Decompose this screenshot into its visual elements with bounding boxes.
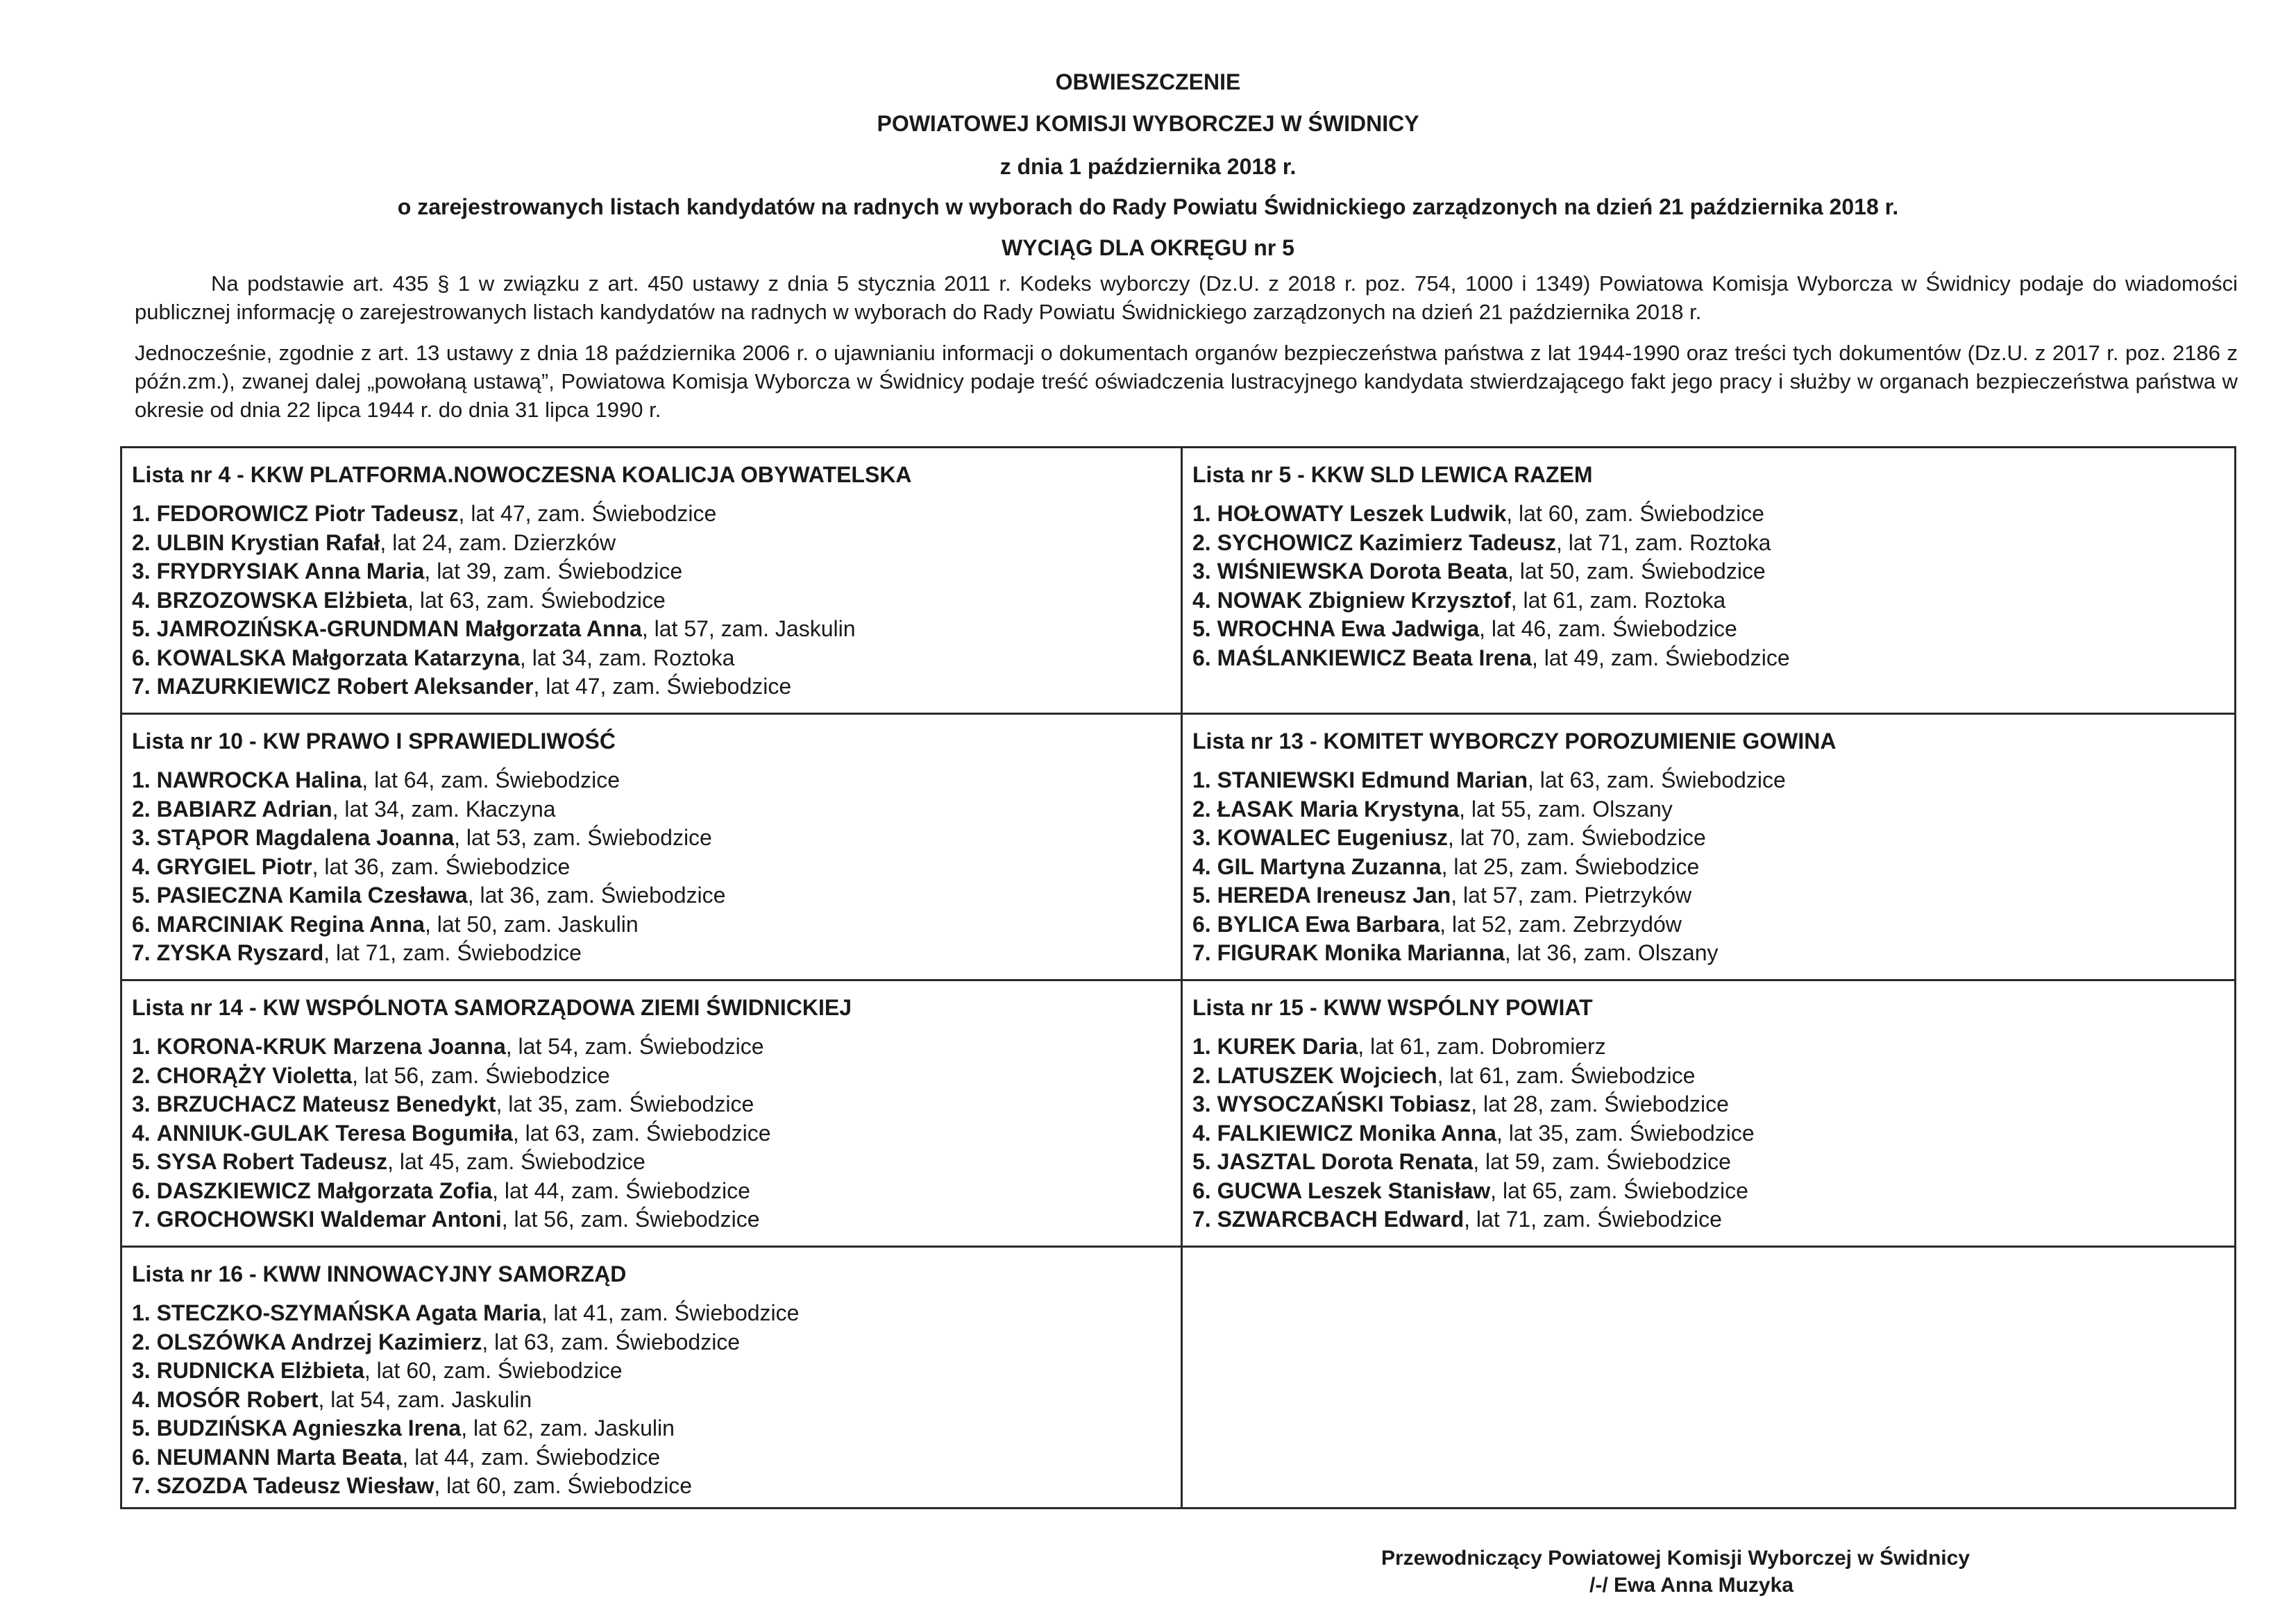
candidate-row	[132, 881, 1181, 910]
candidate-details: , lat 44, zam. Świebodzice	[492, 1178, 750, 1203]
candidate-number: 6.	[132, 645, 151, 670]
candidate-row	[132, 1119, 1181, 1148]
candidate-name: BYLICA Ewa Barbara	[1217, 911, 1440, 937]
list-cell-16	[122, 1248, 1181, 1507]
candidate-details: , lat 49, zam. Świebodzice	[1531, 645, 1790, 670]
candidate-details: , lat 60, zam. Świebodzice	[1506, 501, 1764, 526]
candidate-lists-table	[120, 446, 2236, 1509]
candidate-number: 5.	[1192, 616, 1211, 641]
candidate-row	[1192, 1119, 2234, 1148]
list-cell-10	[122, 715, 1181, 979]
candidate-name: JAMROZIŃSKA-GRUNDMAN Małgorzata Anna	[156, 616, 642, 641]
candidate-row	[1192, 910, 2234, 940]
candidate-details: , lat 24, zam. Dzierzków	[380, 529, 616, 555]
candidate-details: , lat 71, zam. Świebodzice	[323, 940, 582, 965]
candidate-name: KOWALSKA Małgorzata Katarzyna	[156, 645, 520, 670]
candidate-row	[132, 1090, 1181, 1119]
candidate-number: 3.	[1192, 1091, 1211, 1116]
candidate-number: 6.	[132, 1178, 151, 1203]
candidate-name: FIGURAK Monika Marianna	[1217, 940, 1505, 965]
candidate-details: , lat 65, zam. Świebodzice	[1490, 1178, 1748, 1203]
candidate-details: , lat 25, zam. Świebodzice	[1441, 853, 1700, 879]
issue-date: z dnia 1 października 2018 r.	[999, 154, 1297, 179]
candidate-row	[1192, 853, 2234, 882]
candidate-name: JASZTAL Dorota Renata	[1217, 1149, 1474, 1174]
candidate-details: , lat 50, zam. Świebodzice	[1507, 559, 1766, 584]
candidate-row	[132, 1386, 1181, 1415]
list-title: Lista nr 10 - KW PRAWO I SPRAWIEDLIWOŚĆ	[132, 729, 616, 754]
paragraph-text: Na podstawie art. 435 § 1 w związku z art. 450 ustawy z dnia 5 stycznia 2011 r. Kodeks wyborczy (Dz.U. z 2018 r. poz. 754, 1000 i 1349) Powiatowa Komisja Wyborcza w Świdnicy podaje do wiadomości publicznej informację o zarejestrowanych listach kandydatów na radnych w wyborach do Rady Powiatu Świdnickiego zarządzonych na dzień 21 października 2018 r.	[135, 271, 2238, 324]
candidate-details: , lat 61, zam. Dobromierz	[1358, 1034, 1606, 1059]
candidate-number: 6.	[132, 911, 151, 937]
candidate-name: ZYSKA Ryszard	[156, 940, 324, 965]
candidate-name: LATUSZEK Wojciech	[1217, 1062, 1437, 1088]
candidate-details: , lat 64, zam. Świebodzice	[362, 767, 621, 792]
candidate-name: FRYDRYSIAK Anna Maria	[156, 559, 425, 584]
candidate-row	[132, 939, 1181, 968]
list-cell-5	[1183, 448, 2234, 713]
candidate-details: , lat 71, zam. Świebodzice	[1464, 1207, 1722, 1232]
candidate-details: , lat 56, zam. Świebodzice	[501, 1207, 760, 1232]
signatory-title: Przewodniczący Powiatowej Komisji Wyborczej w Świdnicy	[1381, 1547, 1970, 1570]
candidate-row	[132, 615, 1181, 644]
candidate-name: NOWAK Zbigniew Krzysztof	[1217, 587, 1511, 613]
candidate-details: , lat 35, zam. Świebodzice	[1496, 1120, 1755, 1146]
candidate-number: 3.	[132, 1091, 151, 1116]
list-cell-15	[1183, 981, 2234, 1246]
candidate-details: , lat 53, zam. Świebodzice	[454, 825, 712, 850]
candidate-number: 5.	[132, 883, 151, 908]
candidate-name: BABIARZ Adrian	[156, 796, 332, 822]
candidate-number: 6.	[132, 1444, 151, 1470]
empty-cell	[1183, 1248, 2234, 1507]
candidate-details: , lat 60, zam. Świebodzice	[364, 1358, 623, 1383]
candidate-row	[1192, 1090, 2234, 1119]
candidate-row	[132, 1062, 1181, 1091]
candidate-name: BRZOZOWSKA Elżbieta	[156, 587, 408, 613]
candidate-row	[132, 1033, 1181, 1062]
candidate-name: KOWALEC Eugeniusz	[1217, 825, 1449, 850]
candidate-row	[132, 824, 1181, 853]
candidate-details: , lat 63, zam. Świebodzice	[512, 1120, 771, 1146]
candidate-number: 1.	[132, 767, 151, 792]
candidate-row	[1192, 1062, 2234, 1091]
candidate-details: , lat 55, zam. Olszany	[1459, 796, 1673, 822]
list-cell-13	[1183, 715, 2234, 979]
candidate-number: 5.	[132, 616, 151, 641]
candidate-row	[132, 1177, 1181, 1206]
candidate-details: , lat 36, zam. Olszany	[1504, 940, 1719, 965]
candidate-name: SYCHOWICZ Kazimierz Tadeusz	[1217, 529, 1556, 555]
candidate-name: SYSA Robert Tadeusz	[156, 1149, 388, 1174]
candidate-name: GIL Martyna Zuzanna	[1217, 853, 1442, 879]
candidate-row	[1192, 586, 2234, 615]
candidate-number: 4.	[132, 1386, 151, 1412]
candidate-number: 7.	[1192, 1207, 1211, 1232]
candidate-row	[132, 557, 1181, 586]
list-title: Lista nr 15 - KWW WSPÓLNY POWIAT	[1192, 995, 1593, 1020]
candidate-number: 1.	[132, 1300, 151, 1325]
candidate-row	[132, 1148, 1181, 1177]
candidate-details: , lat 44, zam. Świebodzice	[402, 1444, 661, 1470]
candidate-row	[1192, 824, 2234, 853]
candidate-number: 3.	[1192, 559, 1211, 584]
candidate-details: , lat 34, zam. Kłaczyna	[332, 796, 556, 822]
candidate-number: 4.	[1192, 1120, 1211, 1146]
candidate-number: 6.	[1192, 911, 1211, 937]
candidate-name: MARCINIAK Regina Anna	[156, 911, 425, 937]
candidate-number: 5.	[132, 1149, 151, 1174]
candidate-name: WYSOCZAŃSKI Tobiasz	[1217, 1091, 1471, 1116]
candidate-number: 2.	[132, 1329, 151, 1354]
candidate-details: , lat 57, zam. Jaskulin	[641, 616, 856, 641]
candidate-details: , lat 39, zam. Świebodzice	[424, 559, 683, 584]
candidate-number: 2.	[1192, 796, 1211, 822]
candidate-number: 2.	[132, 1062, 151, 1088]
document-subject: o zarejestrowanych listach kandydatów na radnych w wyborach do Rady Powiatu Świdnickiego zarządzonych na dzień 21 października 2018 r.	[397, 194, 1899, 219]
candidate-number: 4.	[1192, 853, 1211, 879]
candidate-row	[1192, 881, 2234, 910]
candidate-details: , lat 52, zam. Zebrzydów	[1440, 911, 1682, 937]
candidate-name: RUDNICKA Elżbieta	[156, 1358, 364, 1383]
candidate-row	[132, 500, 1181, 529]
district-extract-title: WYCIĄG DLA OKRĘGU nr 5	[1002, 235, 1294, 260]
list-title: Lista nr 16 - KWW INNOWACYJNY SAMORZĄD	[132, 1261, 627, 1286]
candidate-row	[132, 644, 1181, 673]
candidate-name: FEDOROWICZ Piotr Tadeusz	[156, 501, 459, 526]
candidate-number: 5.	[132, 1416, 151, 1441]
candidate-number: 7.	[132, 674, 151, 699]
candidate-number: 4.	[132, 587, 151, 613]
paragraph-text: Jednocześnie, zgodnie z art. 13 ustawy z dnia 18 października 2006 r. o ujawnianiu informacji o dokumentach organów bezpieczeństwa państwa z lat 1944-1990 oraz treści tych dokumentów (Dz.U. z 2017 r. poz. 2186 z późn.zm.), zwanej dalej „powołaną ustawą”, Powiatowa Komisja Wyborcza w Świdnicy podaje treść oświadczenia lustracyjnego kandydata stwierdzającego fakt jego pracy i służby w organach bezpieczeństwa państwa w okresie od dnia 22 lipca 1944 r. do dnia 31 lipca 1990 r.	[135, 341, 2238, 422]
candidate-name: STĄPOR Magdalena Joanna	[156, 825, 455, 850]
candidate-row	[132, 1472, 1181, 1501]
candidate-name: WIŚNIEWSKA Dorota Beata	[1217, 559, 1508, 584]
candidate-row	[1192, 644, 2234, 673]
candidate-number: 4.	[132, 853, 151, 879]
candidate-details: , lat 61, zam. Świebodzice	[1437, 1062, 1696, 1088]
candidate-details: , lat 60, zam. Świebodzice	[434, 1473, 693, 1498]
list-cell-14	[122, 981, 1181, 1246]
candidate-number: 3.	[132, 825, 151, 850]
candidate-row	[132, 529, 1181, 558]
candidate-details: , lat 63, zam. Świebodzice	[407, 587, 666, 613]
candidate-row	[132, 853, 1181, 882]
candidate-number: 4.	[132, 1120, 151, 1146]
candidate-row	[132, 766, 1181, 795]
candidate-details: , lat 47, zam. Świebodzice	[458, 501, 717, 526]
candidate-details: , lat 50, zam. Jaskulin	[424, 911, 639, 937]
candidate-number: 5.	[1192, 883, 1211, 908]
candidate-row	[132, 1414, 1181, 1443]
list-title: Lista nr 13 - KOMITET WYBORCZY POROZUMIENIE GOWINA	[1192, 729, 1837, 754]
candidate-row	[1192, 557, 2234, 586]
candidate-name: DASZKIEWICZ Małgorzata Zofia	[156, 1178, 493, 1203]
candidate-details: , lat 28, zam. Świebodzice	[1471, 1091, 1729, 1116]
candidate-number: 3.	[1192, 825, 1211, 850]
list-title: Lista nr 4 - KKW PLATFORMA.NOWOCZESNA KOALICJA OBYWATELSKA	[132, 462, 912, 487]
candidate-number: 2.	[132, 529, 151, 555]
candidate-name: STECZKO-SZYMAŃSKA Agata Maria	[156, 1300, 541, 1325]
candidate-number: 3.	[132, 559, 151, 584]
candidate-row	[132, 910, 1181, 940]
candidate-row	[1192, 1205, 2234, 1234]
candidate-row	[1192, 1033, 2234, 1062]
candidate-name: KUREK Daria	[1217, 1034, 1358, 1059]
candidate-name: NAWROCKA Halina	[156, 767, 362, 792]
candidate-name: SZWARCBACH Edward	[1217, 1207, 1464, 1232]
candidate-number: 2.	[1192, 1062, 1211, 1088]
candidate-row	[1192, 500, 2234, 529]
candidate-name: HOŁOWATY Leszek Ludwik	[1217, 501, 1507, 526]
candidate-name: SZOZDA Tadeusz Wiesław	[156, 1473, 434, 1498]
candidate-number: 3.	[132, 1358, 151, 1383]
candidate-row	[1192, 795, 2234, 824]
candidate-row	[1192, 529, 2234, 558]
candidate-name: BRZUCHACZ Mateusz Benedykt	[156, 1091, 496, 1116]
candidate-number: 6.	[1192, 645, 1211, 670]
candidate-number: 7.	[132, 940, 151, 965]
candidate-number: 1.	[1192, 501, 1211, 526]
candidate-details: , lat 54, zam. Świebodzice	[505, 1034, 764, 1059]
candidate-name: ULBIN Krystian Rafał	[156, 529, 380, 555]
candidate-name: CHORĄŻY Violetta	[156, 1062, 353, 1088]
list-title: Lista nr 14 - KW WSPÓLNOTA SAMORZĄDOWA ZIEMI ŚWIDNICKIEJ	[132, 995, 852, 1020]
legal-basis-paragraph	[135, 269, 2238, 326]
candidate-number: 2.	[132, 796, 151, 822]
candidate-name: GROCHOWSKI Waldemar Antoni	[156, 1207, 502, 1232]
candidate-row	[1192, 939, 2234, 968]
candidate-row	[132, 672, 1181, 702]
document-title: OBWIESZCZENIE	[1055, 69, 1241, 94]
candidate-number: 7.	[1192, 940, 1211, 965]
candidate-row	[1192, 1177, 2234, 1206]
candidate-name: BUDZIŃSKA Agnieszka Irena	[156, 1416, 462, 1441]
candidate-name: ŁASAK Maria Krystyna	[1217, 796, 1460, 822]
candidate-number: 6.	[1192, 1178, 1211, 1203]
candidate-details: , lat 57, zam. Pietrzyków	[1451, 883, 1692, 908]
candidate-row	[132, 1357, 1181, 1386]
candidate-details: , lat 56, zam. Świebodzice	[352, 1062, 610, 1088]
candidate-row	[1192, 615, 2234, 644]
candidate-row	[132, 586, 1181, 615]
issuing-authority: POWIATOWEJ KOMISJI WYBORCZEJ W ŚWIDNICY	[877, 111, 1419, 136]
candidate-name: KORONA-KRUK Marzena Joanna	[156, 1034, 506, 1059]
candidate-details: , lat 70, zam. Świebodzice	[1448, 825, 1706, 850]
candidate-details: , lat 36, zam. Świebodzice	[467, 883, 726, 908]
candidate-row	[1192, 1148, 2234, 1177]
candidate-name: GRYGIEL Piotr	[156, 853, 312, 879]
candidate-number: 5.	[1192, 1149, 1211, 1174]
candidate-details: , lat 61, zam. Roztoka	[1510, 587, 1726, 613]
candidate-row	[132, 795, 1181, 824]
candidate-name: PASIECZNA Kamila Czesława	[156, 883, 468, 908]
candidate-details: , lat 36, zam. Świebodzice	[312, 853, 571, 879]
candidate-number: 2.	[1192, 529, 1211, 555]
candidate-details: , lat 41, zam. Świebodzice	[541, 1300, 800, 1325]
candidate-details: , lat 62, zam. Jaskulin	[461, 1416, 675, 1441]
candidate-number: 1.	[1192, 1034, 1211, 1059]
candidate-details: , lat 63, zam. Świebodzice	[1528, 767, 1786, 792]
candidate-row	[132, 1299, 1181, 1328]
candidate-row	[132, 1205, 1181, 1234]
candidate-number: 1.	[1192, 767, 1211, 792]
candidate-details: , lat 59, zam. Świebodzice	[1473, 1149, 1731, 1174]
candidate-row	[132, 1443, 1181, 1472]
candidate-name: ANNIUK-GULAK Teresa Bogumiła	[156, 1120, 513, 1146]
candidate-name: MAŚLANKIEWICZ Beata Irena	[1217, 645, 1532, 670]
candidate-name: HEREDA Ireneusz Jan	[1217, 883, 1451, 908]
list-title: Lista nr 5 - KKW SLD LEWICA RAZEM	[1192, 462, 1593, 487]
candidate-details: , lat 35, zam. Świebodzice	[496, 1091, 754, 1116]
candidate-number: 1.	[132, 501, 151, 526]
candidate-details: , lat 47, zam. Świebodzice	[533, 674, 792, 699]
candidate-number: 7.	[132, 1473, 151, 1498]
candidate-number: 1.	[132, 1034, 151, 1059]
candidate-details: , lat 46, zam. Świebodzice	[1479, 616, 1737, 641]
candidate-name: STANIEWSKI Edmund Marian	[1217, 767, 1528, 792]
candidate-name: GUCWA Leszek Stanisław	[1217, 1178, 1491, 1203]
candidate-details: , lat 45, zam. Świebodzice	[387, 1149, 645, 1174]
candidate-details: , lat 54, zam. Jaskulin	[318, 1386, 532, 1412]
candidate-row	[132, 1328, 1181, 1357]
candidate-details: , lat 34, zam. Roztoka	[519, 645, 735, 670]
candidate-name: MAZURKIEWICZ Robert Aleksander	[156, 674, 534, 699]
candidate-name: MOSÓR Robert	[156, 1386, 319, 1412]
candidate-name: FALKIEWICZ Monika Anna	[1217, 1120, 1496, 1146]
list-cell-4	[122, 448, 1181, 713]
candidate-row	[1192, 766, 2234, 795]
candidate-details: , lat 71, zam. Roztoka	[1555, 529, 1771, 555]
signatory-name: /-/ Ewa Anna Muzyka	[1589, 1574, 1793, 1597]
candidate-name: OLSZÓWKA Andrzej Kazimierz	[156, 1329, 482, 1354]
candidate-number: 4.	[1192, 587, 1211, 613]
candidate-name: WROCHNA Ewa Jadwiga	[1217, 616, 1480, 641]
lustration-paragraph	[135, 339, 2238, 424]
candidate-name: NEUMANN Marta Beata	[156, 1444, 403, 1470]
candidate-details: , lat 63, zam. Świebodzice	[482, 1329, 741, 1354]
candidate-number: 7.	[132, 1207, 151, 1232]
